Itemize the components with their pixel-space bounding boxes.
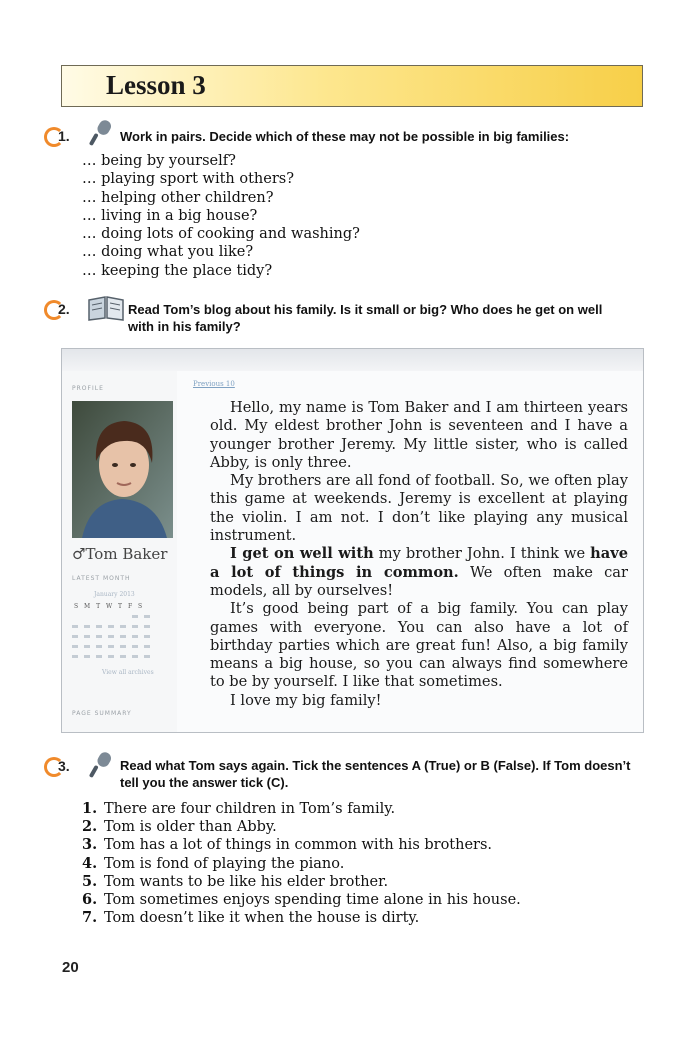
list-item: 2. Tom is older than Abby. bbox=[82, 818, 277, 836]
latest-month-label: LATEST MONTH bbox=[72, 575, 131, 582]
open-book-icon bbox=[86, 292, 126, 322]
blog-paragraph: It’s good being part of a big family. You can play games with everyone. You can also have a lot of birthday parties which are great fun! Also, a big family means a big house, so you can always find somewhere to be by yourself. I like that sometimes. bbox=[210, 600, 628, 691]
blog-paragraph: My brothers are all fond of football. So, we often play this game at weekends. Jeremy is excellent at playing the violin. I am not. I don’t like playing any musical instrument. bbox=[210, 472, 628, 545]
list-item: 4. Tom is fond of playing the piano. bbox=[82, 854, 345, 872]
previous-link[interactable]: Previous 10 bbox=[193, 380, 235, 388]
exercise-3-list bbox=[82, 800, 521, 927]
blog-panel bbox=[61, 348, 644, 733]
profile-name: ♂Tom Baker bbox=[72, 545, 168, 563]
list-item: 1. There are four children in Tom’s family. bbox=[82, 800, 396, 817]
exercise-2-instruction: Read Tom’s blog about his family. Is it small or big? Who does he get on well with in his family? bbox=[128, 302, 603, 334]
list-item: … helping other children? bbox=[82, 189, 274, 206]
exercise-1-instruction: Work in pairs. Decide which of these may not be possible in big families: bbox=[120, 129, 570, 144]
blog-top-bar bbox=[62, 349, 643, 371]
blog-post bbox=[210, 399, 628, 710]
list-item: … being by yourself? bbox=[82, 153, 236, 169]
microphone-icon bbox=[86, 750, 116, 780]
list-item: 5. Tom wants to be like his elder brother. bbox=[82, 872, 389, 890]
calendar-grid bbox=[72, 613, 162, 663]
exercise-3-number: 3. bbox=[44, 755, 74, 779]
profile-label: PROFILE bbox=[72, 385, 104, 392]
calendar-widget bbox=[72, 591, 162, 683]
calendar-month: January 2013 bbox=[94, 591, 135, 598]
view-all-archives-link[interactable]: View all archives bbox=[102, 669, 154, 676]
exercise-1-number: 1. bbox=[44, 125, 74, 149]
list-item: … doing lots of cooking and washing? bbox=[82, 226, 360, 243]
list-item: … doing what you like? bbox=[82, 244, 254, 261]
page-number: 20 bbox=[62, 959, 79, 976]
list-item: … living in a big house? bbox=[82, 207, 258, 224]
list-item: 7. Tom doesn’t like it when the house is dirty. bbox=[82, 909, 420, 927]
calendar-days: S M T W T F S bbox=[74, 603, 145, 610]
exercise-2-number: 2. bbox=[44, 298, 74, 322]
profile-photo bbox=[72, 401, 173, 538]
blog-paragraph: Hello, my name is Tom Baker and I am thirteen years old. My eldest brother John is seventeen and I have a younger brother Jeremy. My little sister, who is called Abby, is only three. bbox=[210, 399, 628, 471]
exercise-3-instruction: Read what Tom says again. Tick the sentences A (True) or B (False). If Tom doesn’t tell you the answer tick (C). bbox=[120, 758, 631, 790]
lesson-header bbox=[61, 65, 643, 107]
blog-paragraph: I love my big family! bbox=[230, 691, 382, 709]
list-item: 3. Tom has a lot of things in common with his brothers. bbox=[82, 836, 493, 854]
list-item: 6. Tom sometimes enjoys spending time alone in his house. bbox=[82, 890, 521, 908]
microphone-icon bbox=[86, 118, 116, 148]
lesson-title: Lesson 3 bbox=[106, 70, 206, 100]
list-item: … keeping the place tidy? bbox=[82, 262, 273, 279]
blog-paragraph: I get on well with my brother John. I think we have a lot of things in common. We often make car models, all by ourselves! bbox=[210, 545, 628, 599]
exercise-1-list bbox=[82, 152, 360, 280]
page-summary-label: PAGE SUMMARY bbox=[72, 710, 132, 717]
list-item: … playing sport with others? bbox=[82, 171, 294, 188]
